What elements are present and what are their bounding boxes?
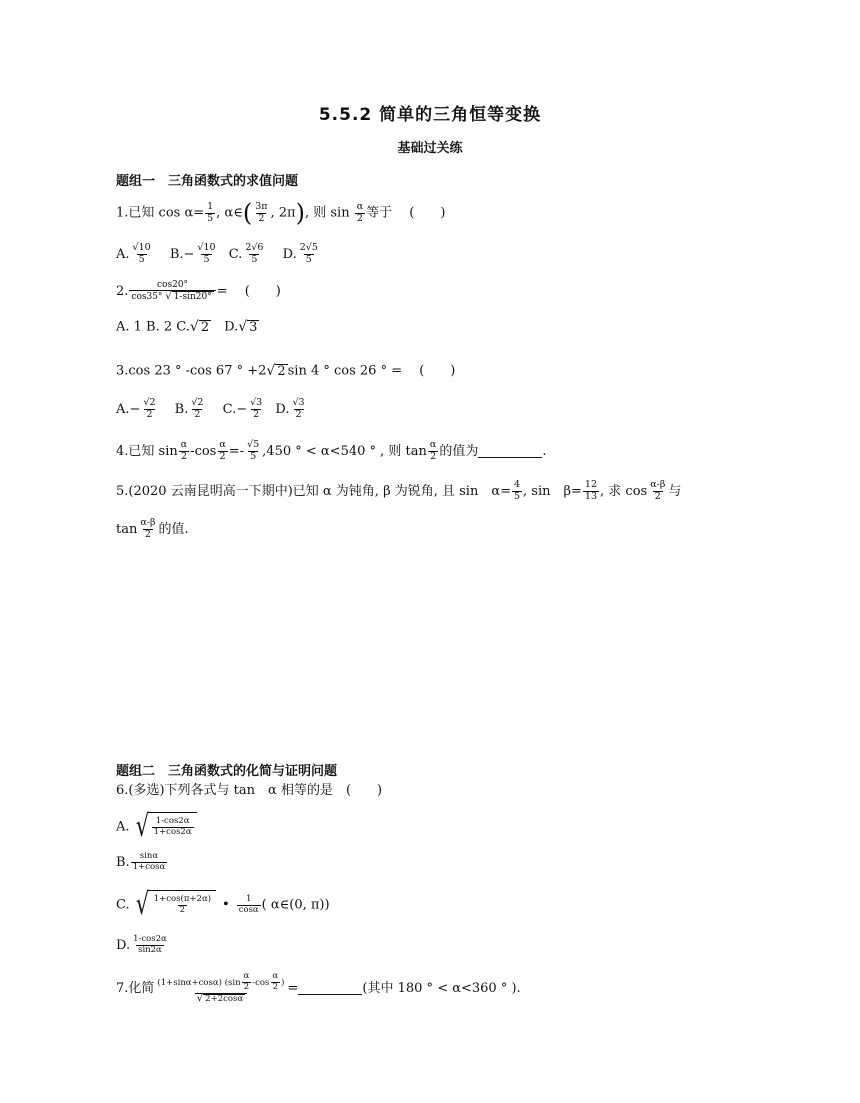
q3-options: A.− $\frac{√2}{2}$ B. $\frac{√2}{2}$ C.− $\frac{√3}{2}$ D. $\frac{√3}{2}$ bbox=[116, 397, 305, 420]
q2-expression: cos20° cos35° √ 1-sin20° bbox=[129, 280, 215, 303]
q2-number: 2. bbox=[116, 283, 129, 299]
q7-stem: 7.化简 bbox=[116, 981, 155, 997]
q1-text-2: , 则 sin bbox=[304, 205, 354, 221]
q7-expression: (1+sinα+cosα) (sin $\frac{\alpha}{2}$ -cos $\frac{\alpha}{2}$ ) √ 2+2cosα bbox=[157, 971, 285, 1004]
page-title: 5.5.2 简单的三角恒等变换 bbox=[318, 105, 542, 125]
question-1 bbox=[116, 201, 445, 225]
question-4: 4.已知 sin $\frac{\alpha}{2}$ -cos $\frac{\alpha}{2}$ =- $\frac{√5}{5}$ ,450 ° < α<540 ° , 则 tan $\frac{\alpha}{2}$ 的值为 . bbox=[116, 439, 547, 462]
q6-option-c: C. √ $\frac{1+\cos(\pi+2\alpha)}{2}$ • $\frac{1}{\cos\alpha}$ ( α∈(0, π)) bbox=[116, 887, 330, 922]
q3-stem-2: sin 4 ° cos 26 ° = ( ) bbox=[287, 363, 456, 379]
question-7: 7.化简 (1+sinα+cosα) (sin $\frac{\alpha}{2}$ -cos $\frac{\alpha}{2}$ ) √ 2+2cosα = (其中 180 ° < α<360 ° ). bbox=[116, 971, 521, 1004]
q1-interval-end: , 2π bbox=[270, 205, 296, 221]
section-subtitle: 基础过关练 bbox=[397, 141, 463, 156]
q1-interval-start: $\frac{3\pi}{2}$ bbox=[255, 200, 268, 224]
q1-text: , α∈ bbox=[216, 205, 243, 221]
question-5-line-2: tan $\frac{\alpha-\beta}{2}$ 的值. bbox=[116, 517, 189, 540]
q1-cos-value: $\frac{1}{5}$ bbox=[207, 200, 214, 224]
q4-stem: 4.已知 sin bbox=[116, 443, 178, 459]
q1-rparen: ) bbox=[295, 199, 305, 227]
q6-option-a: A. √ $\frac{1-\cos 2\alpha}{1+\cos 2\alpha}$ bbox=[116, 812, 197, 842]
question-6 bbox=[116, 784, 382, 797]
group-heading-1: 题组一 三角函数式的求值问题 bbox=[116, 174, 299, 189]
q1-half-angle: $\frac{\alpha}{2}$ bbox=[356, 200, 364, 224]
q2-answer-blank: = ( ) bbox=[216, 283, 281, 299]
q6-stem: 6.(多选)下列各式与 tan α 相等的是 ( ) bbox=[116, 783, 383, 798]
q1-option-d: D. bbox=[282, 246, 297, 262]
q3-option-a: A.− bbox=[116, 401, 141, 417]
q1-answer-blank: 等于 ( ) bbox=[366, 205, 446, 221]
q1-option-a: A. bbox=[116, 246, 130, 262]
question-2 bbox=[116, 280, 281, 303]
q1-options: A. $\frac{√10}{5}$ B.− $\frac{√10}{5}$ C. $\frac{2√6}{5}$ D. $\frac{2√5}{5}$ bbox=[116, 242, 318, 265]
q5-stem: 5.(2020 云南昆明高一下期中)已知 α 为钝角, β 为锐角, 且 sin α= bbox=[116, 483, 511, 499]
q2-options: A. 1 B. 2 C. √ 2 D. √ 3 bbox=[116, 319, 258, 335]
q1-stem: 1.已知 cos α= bbox=[116, 205, 205, 221]
q4-answer-blank[interactable] bbox=[478, 445, 542, 458]
q1-lparen: ( bbox=[242, 199, 253, 227]
q2-options-ab: A. 1 B. 2 C. bbox=[116, 319, 190, 335]
q7-answer-blank[interactable] bbox=[298, 982, 362, 995]
question-3: 3.cos 23 ° -cos 67 ° +2 √ 2 sin 4 ° cos 26 ° = ( ) bbox=[116, 363, 456, 379]
q3-option-d: D. bbox=[275, 401, 290, 417]
q3-option-b: B. bbox=[174, 401, 189, 417]
q3-option-c: C.− bbox=[222, 401, 248, 417]
q6-option-d: D. $\frac{1-\cos 2\alpha}{\sin 2\alpha}$ bbox=[116, 934, 167, 955]
question-5: 5.(2020 云南昆明高一下期中)已知 α 为钝角, β 为锐角, 且 sin α= $\frac{4}{5}$ , sin β= $\frac{12}{13}$ , 求 cos $\frac{\alpha-\beta}{2}$ 与 bbox=[116, 479, 682, 502]
q6-option-b: B. $\frac{\sin\alpha}{1+\cos\alpha}$ bbox=[116, 851, 166, 872]
q4-range: ,450 ° < α<540 ° , 则 tan bbox=[262, 443, 427, 459]
q1-option-c: C. bbox=[228, 246, 243, 262]
group-heading-2: 题组二 三角函数式的化简与证明问题 bbox=[116, 764, 338, 779]
q2-option-d: D. bbox=[211, 319, 239, 335]
q3-stem: 3.cos 23 ° -cos 67 ° +2 bbox=[116, 363, 267, 379]
q1-option-b: B.− bbox=[169, 246, 195, 262]
